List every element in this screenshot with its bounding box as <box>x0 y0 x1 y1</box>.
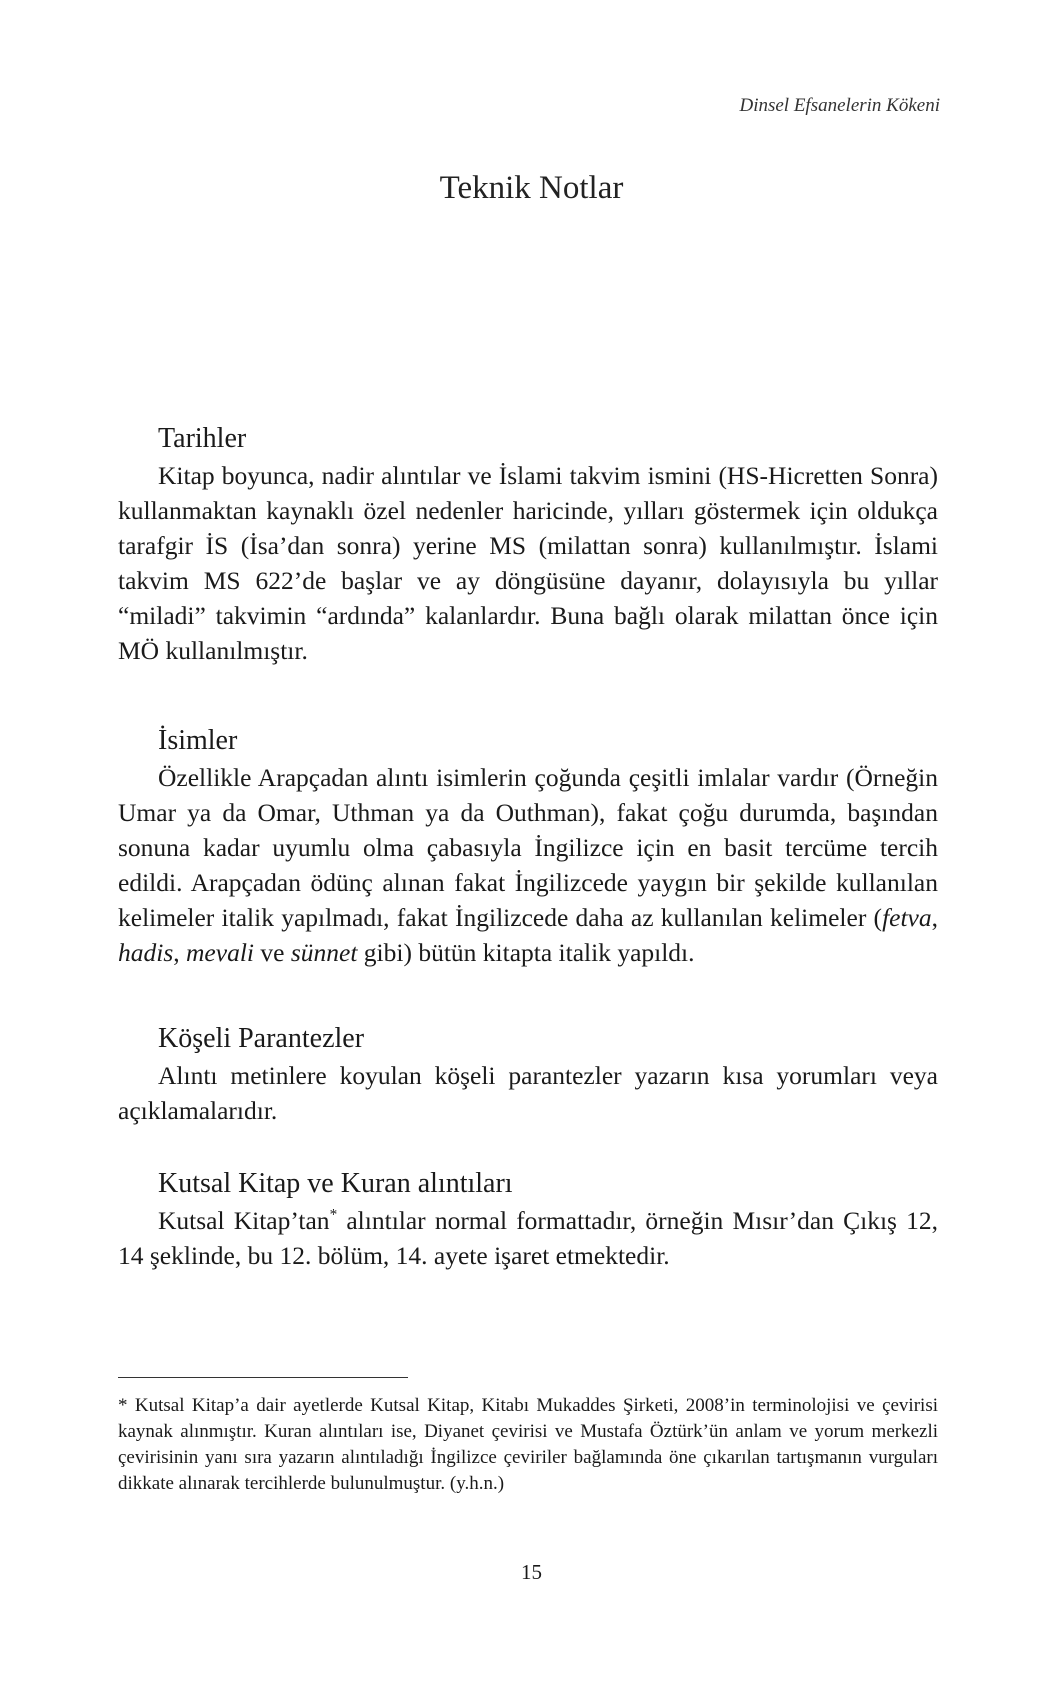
section-heading: İsimler <box>158 725 238 756</box>
body-text: Özellikle Arapçadan alıntı isimlerin çoğunda çeşitli imlalar vardır (Örneğin Umar ya da Omar, Uthman ya da Outhman), fakat çoğu durumda, başından sonuna kadar uyumlu olma çabasıyla İngilizce için en basit tercüme tercih edildi. Arapçadan ödünç alınan fakat İngilizcede yaygın bir şekilde kullanılan kelimeler italik yapılmadı, fakat İngilizcede daha az kullanılan kelimeler ( <box>118 763 938 932</box>
section-heading: Kutsal Kitap ve Kuran alıntıları <box>158 1168 513 1199</box>
italic-term: hadis <box>118 938 174 967</box>
section-heading: Tarihler <box>158 423 247 454</box>
footnote: * Kutsal Kitap’a dair ayetlerde Kutsal Kitap, Kitabı Mukaddes Şirketi, 2008’in terminolojisi ve çevirisi kaynak alınmıştır. Kuran alıntıları ise, Diyanet çevirisi ve Mustafa Öztürk’ün anlam ve yorum merkezli çevirisinin yanı sıra yazarın alıntıladığı İngilizce çeviriler bağlamında öne çıkarılan tartışmanın vurguları dikkate alınarak tercihlerde bulunulmuştur. (y.h.n.) <box>118 1395 938 1494</box>
italic-term: fetva <box>882 903 932 932</box>
body-text: ve <box>254 938 291 967</box>
section-tarihler <box>118 420 938 668</box>
section-body <box>118 1203 938 1273</box>
footnote-divider <box>118 1377 408 1378</box>
footnote-marker: * <box>329 1206 338 1224</box>
section-body: Alıntı metinlere koyulan köşeli parantezler yazarın kısa yorumları veya açıklamalarıdır. <box>118 1061 938 1125</box>
running-header: Dinsel Efsanelerin Kökeni <box>739 95 940 116</box>
section-kutsal-kitap <box>118 1165 938 1273</box>
body-text: , <box>173 938 187 967</box>
italic-term: mevali <box>186 938 254 967</box>
section-heading: Köşeli Parantezler <box>158 1023 365 1054</box>
section-isimler <box>118 722 938 970</box>
section-body: Kitap boyunca, nadir alıntılar ve İslami takvim ismini (HS-Hicretten Sonra) kullanmaktan kaynaklı özel nedenler haricinde, yılları göstermek için oldukça tarafgir İS (İsa’dan sonra) yerine MS (milattan sonra) kullanılmıştır. İslami takvim MS 622’de başlar ve ay döngüsüne dayanır, dolayısıyla bu yıllar “miladi” takvimin “ardında” kalanlardır. Buna bağlı olarak milattan önce için MÖ kullanılmıştır. <box>118 461 938 665</box>
body-text: gibi) bütün kitapta italik yapıldı. <box>357 938 695 967</box>
section-koseli-parantezler <box>118 1020 938 1128</box>
body-text: , <box>931 903 938 932</box>
italic-term: sünnet <box>290 938 358 967</box>
chapter-title: Teknik Notlar <box>439 170 624 206</box>
body-text: alıntılar normal formattadır, örneğin Mısır’dan Çıkış 12, 14 şeklinde, bu 12. bölüm, 14. ayete işaret etmektedir. <box>118 1206 938 1270</box>
page-number: 15 <box>521 1560 542 1584</box>
section-body <box>118 760 938 970</box>
body-text: Kutsal Kitap’tan <box>158 1206 330 1235</box>
